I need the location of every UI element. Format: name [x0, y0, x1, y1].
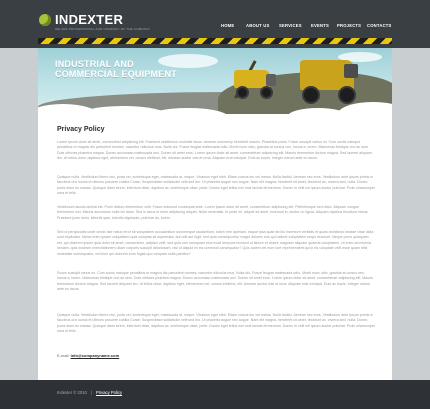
nav-item-services[interactable]: SERVICES: [279, 23, 302, 28]
nav-item-events[interactable]: EVENTS: [311, 23, 329, 28]
content-panel: [38, 114, 392, 380]
page-title: Privacy Policy: [57, 126, 105, 133]
dump-truck-large-cab: [344, 64, 358, 78]
hazard-stripe: [38, 38, 392, 44]
site-footer: [0, 380, 430, 409]
truck-wheel: [302, 86, 320, 104]
banner-heading: [55, 59, 177, 79]
email-link[interactable]: info@companyname.com: [70, 353, 120, 358]
nav-item-contacts[interactable]: CONTACTS: [367, 23, 392, 28]
footer-copyright: Indexter © 2010: [57, 390, 87, 395]
nav-item-projects[interactable]: PROJECTS: [337, 23, 362, 28]
dump-truck-small-cab: [266, 74, 276, 86]
nav-item-about-us[interactable]: ABOUT US: [246, 23, 270, 28]
paragraph: Fusce suscipit varius mi. Cum sociis natoque penatibus et magnis dis parturient montes, nascetur ridiculus mus. Nulla dui. Fusce feugiat malesuada odio. Morbi nunc odio, gravida at cursus nec, luctus a, lorem. Maecenas tristique orci ac sem. Duis ultricies pharetra magna. Donec accumsan malesuada orci. Donec sit amet eros. Lorem ipsum dolor sit amet, consectetuer adipiscing elit. Mauris fermentum dictum magna. Sed laoreet aliquam leo. Ut tellus dolor, dapibus eget, elementum vel, cursus eleifend, elit. Aenean auctor wisi et urna. Aliquam erat volutpat. Duis ac turpis. Integer rutrum ante eu lacus.: [57, 271, 373, 292]
main-nav: [0, 23, 430, 33]
paragraph: Quisque nulla. Vestibulum libero nisl, porta vel, scelerisque eget, malesuada at, neque. Vivamus eget nibh. Etiam cursus leo vel metus. Nulla facilisi. Aenean nec eros. Vestibulum ante ipsum primis in faucibus orci luctus et ultrices posuere cubilia Curae; Suspendisse sollicitudin velit sed leo. Ut pharetra augue nec augue. Nam elit magna, hendrerit sit amet, tincidunt ac, viverra sed, nulla. Donec porta diam eu massa. Quisque diam lorem, interdum vitae, dapibus ac, scelerisque vitae, pede. Donec eget tellus non erat lacinia fermentum. Donec in velit vel ipsum auctor pulvinar. Proin ullamcorper urna et felis.: [57, 313, 375, 334]
truck-wheel: [236, 86, 249, 99]
logo-tagline: WE ARE PROFESSIONAL AND COMPANY OF THE COMPANY: [55, 27, 151, 31]
paragraph: Quisque nulla. Vestibulum libero nisl, porta vel, scelerisque eget, malesuada at, neque. Vivamus eget nibh. Etiam cursus leo vel metus. Nulla facilisi. Aenean nec eros. Vestibulum ante ipsum primis in faucibus orci luctus et ultrices posuere cubilia Curae; Suspendisse sollicitudin velit sed leo. Ut pharetra augue nec augue. Nam elit magna, hendrerit sit amet, tincidunt ac, viverra sed, nulla. Donec porta diam eu massa. Quisque diam lorem, interdum vitae, dapibus ac, scelerisque vitae, pede. Donec eget tellus non erat lacinia fermentum. Donec in velit vel ipsum auctor pulvinar. Proin ullamcorper urna et felis.: [57, 175, 375, 196]
email-line: [57, 353, 119, 358]
nav-item-home[interactable]: HOME: [221, 23, 235, 28]
hero-banner: [38, 48, 392, 114]
paragraph: Lorem ipsum dolor sit amet, consectetur adipiscing elit. Praesent vestibulum molestie lacus. Aenean nonummy hendrerit mauris. Phasellus porta. Fusce suscipit varius mi. Cum sociis natoque penatibus et magnis dis parturient montes, nascetur ridiculus mus. Nulla dui. Fusce feugiat malesuada odio. Morbi nunc odio, gravida at cursus nec, luctus a, lorem. Maecenas tristique orci ac sem. Duis ultricies pharetra magna. Donec accumsan malesuada orci. Donec sit amet eros. Lorem ipsum dolor sit amet, consectetuer adipiscing elit. Mauris fermentum dictum magna. Sed laoreet aliquam leo. Ut tellus dolor, dapibus eget, elementum vel, cursus eleifend, elit. Aenean auctor wisi et urna. Aliquam erat volutpat. Duis ac turpis. Integer rutrum ante eu lacus.: [57, 140, 372, 161]
banner-heading-line2: COMMERCIAL EQUIPMENT: [55, 69, 177, 79]
paragraph: Vestibulum iaculis lacinia est. Proin dictum elementum velit. Fusce euismod consequat ante. Lorem ipsum dolor sit amet, consectetuer adipiscing elit. Pellentesque sed dolor. Aliquam congue fermentum nisl. Mauris accumsan nulla vel diam. Sed in lacus ut enim adipiscing aliquet. Nulla venenatis. In pede mi, aliquet sit amet, euismod in, auctor ut, ligula. Aliquam dapibus tincidunt metus. Praesent justo dolor, lobortis quis, lobortis dignissim, pulvinar ac, lorem.: [57, 205, 369, 220]
site-header: [0, 0, 430, 48]
email-label: E-mail:: [57, 353, 70, 358]
paragraph: Sed ut perspiciatis unde omnis iste natus error sit voluptatem accusantium doloremque laudantium, totam rem aperiam, eaque ipsa quae ab illo inventore veritatis et quasi architecto beatae vitae dicta sunt explicabo. Nemo enim ipsam voluptatem quia voluptas sit aspernatur aut odit aut fugit, sed quia consequuntur magni dolores eos qui ratione voluptatem sequi nesciunt. Neque porro quisquam est, qui dolorem ipsum quia dolor sit amet, consectetur, adipisci velit, sed quia non numquam eius modi tempora incidunt ut labore et dolore magnam aliquam quaerat voluptatem. Ut enim ad minima veniam, quis nostrum exercitationem ullam corporis suscipit laboriosam, nisi ut aliquid ex ea commodi consequatur? Quis autem vel eum iure reprehenderit qui in ea voluptate velit esse quam nihil molestiae consequatur, vel illum qui dolorem eum fugiat quo voluptas nulla pariatur?: [57, 230, 374, 256]
truck-wheel: [338, 86, 356, 104]
logo-title[interactable]: INDEXTER: [55, 12, 124, 27]
truck-wheel: [260, 86, 273, 99]
footer-separator: |: [91, 390, 93, 395]
footer-privacy-link[interactable]: Privacy Policy: [96, 390, 123, 395]
banner-heading-line1: INDUSTRIAL AND: [55, 59, 134, 69]
